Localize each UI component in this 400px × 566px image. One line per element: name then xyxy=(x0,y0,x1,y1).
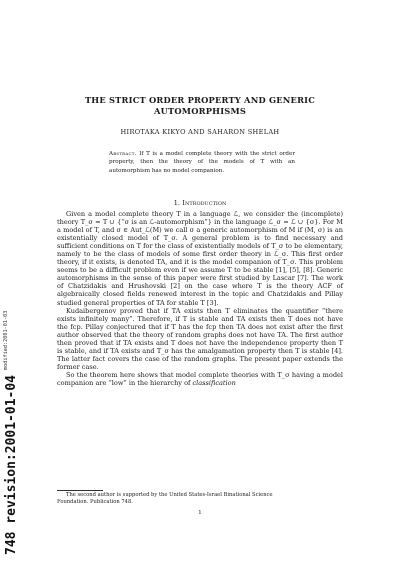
footnote xyxy=(57,492,343,506)
abstract-text: If T is a model complete theory with the strict order property, then the theory of the models of T with an automorphism has no model companion. xyxy=(109,151,296,174)
paragraph: Given a model complete theory T in a language ℒ, we consider the (incomplete) theory T_σ = T ∪ {“σ is an ℒ-automorphism”} in the language ℒ_σ = ℒ ∪ {σ}. For M a model of T, and σ ∈ Aut_ℒ(M) we call σ a generic automorphism of M if (M, σ) is an existentially closed model of T_σ. A general problem is to find necessary and sufficient conditions on T for the class of existentially models of T_σ to be elementary, namely to be the class of models of some first order theory in ℒ_σ. This first order theory, if it exists, is denoted TA, and it is the model companion of T_σ. This problem seems to be a difficult problem even if we assume T to be stable [1], [5], [8]. Generic automorphisms in the sense of this paper were first studied by Lascar [7]. The work of Chatzidakis and Hrushovski [2] on the case where T is the theory ACF of algebraically closed fields renewed interest in the topic and Chatzidakis and Pillay studied general properties of TA for stable T [3]. xyxy=(57,210,343,307)
paragraph: Kudaibergenov proved that if TA exists then T eliminates the quantifier “there exists infinitely many”. Therefore, if T is stable and TA exists then T does not have the fcp. Pillay conjectured that if T has the fcp then TA does not exist after the first author observed that the theory of random graphs does not have TA. The first author then proved that if TA exists and T does not have the independence property then T is stable, and if TA exists and T_σ has the amalgamation property then T is stable [4]. The latter fact covers the case of the random graphs. The present paper extends the former case. xyxy=(57,306,343,371)
abstract xyxy=(109,150,295,175)
revision-stamp: 748 revision:2001-01-04 xyxy=(4,374,19,555)
modified-date-stamp: modified:2001-01-03 xyxy=(3,310,9,370)
footnote-rule xyxy=(57,490,103,491)
italic-term: classification xyxy=(192,378,236,387)
abstract-label: Abstract. xyxy=(109,151,137,157)
section-number: 1. xyxy=(173,199,181,207)
body-text xyxy=(57,210,343,387)
paragraph-text: So the theorem here shows that model complete theories with T_σ having a model companion are “low” in the hierarchy of xyxy=(57,370,343,387)
footnote-line: The second author is supported by the United States-Israel Binational Science xyxy=(66,492,273,498)
paper-authors: HIROTAKA KIKYO AND SAHARON SHELAH xyxy=(120,128,280,136)
section-heading xyxy=(0,199,400,207)
page-number: 1 xyxy=(198,510,202,516)
paper-title: THE STRICT ORDER PROPERTY AND GENERIC AUTOMORPHISMS xyxy=(84,95,316,116)
section-title: Introduction xyxy=(182,199,227,207)
footnote-line: Foundation. Publication 748. xyxy=(57,499,133,505)
paragraph xyxy=(57,371,343,387)
